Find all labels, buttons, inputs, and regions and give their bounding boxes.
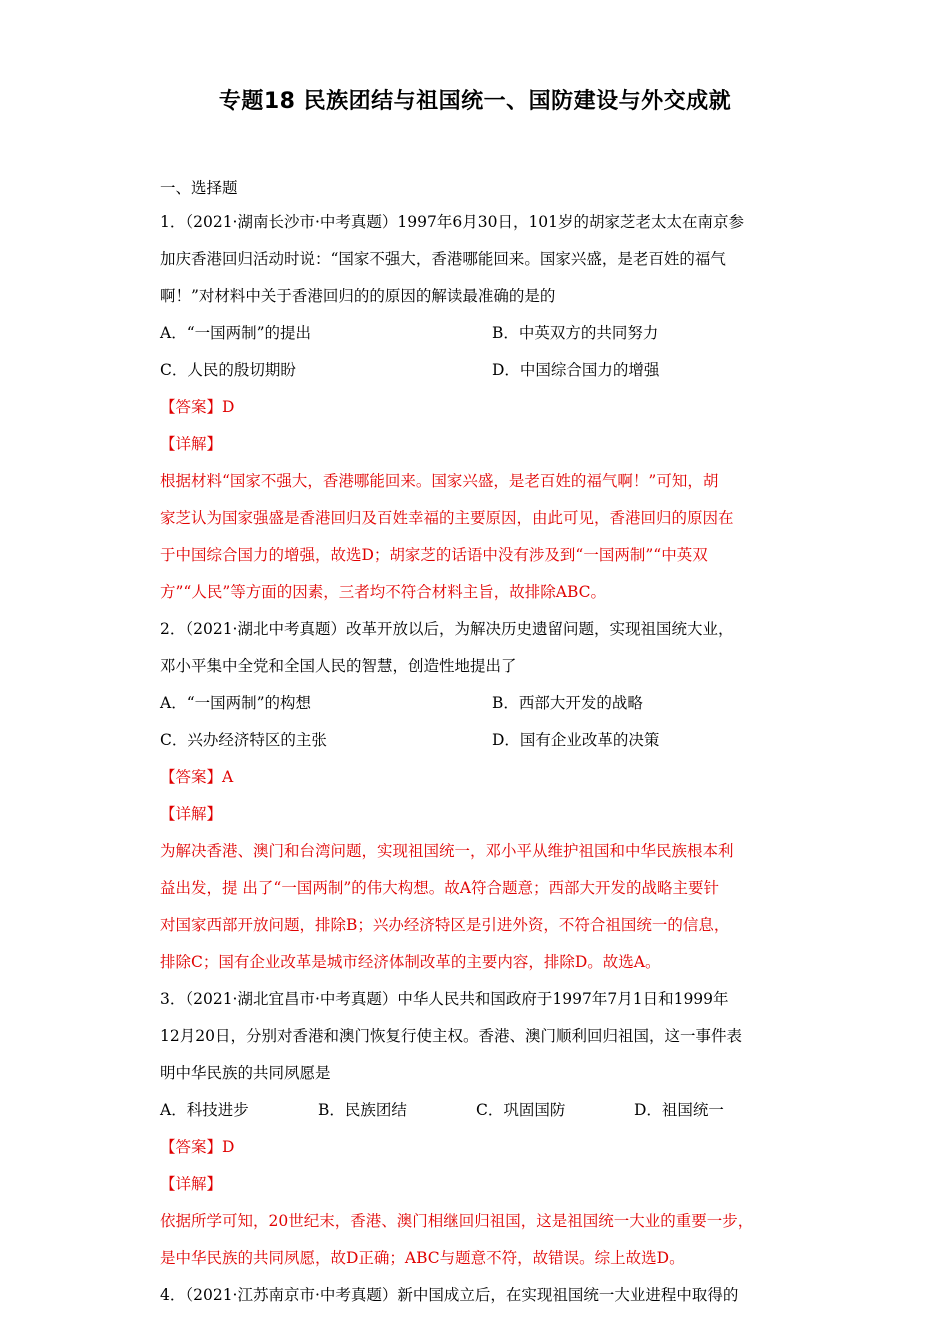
options-row (160, 352, 792, 389)
question-3 (160, 981, 792, 1277)
explanation-line: 方”“人民”等方面的因素，三者均不符合材料主旨，故排除ABC。 (160, 583, 607, 601)
explanation-line: 家芝认为国家强盛是香港回归及百姓幸福的主要原因，由此可见，香港回归的原因在 (160, 509, 734, 527)
options-row (160, 685, 792, 722)
answer-label: 【答案】D (160, 1138, 235, 1156)
explanation-line: 益出发，提 出了“一国两制”的伟大构想。故A符合题意；西部大开发的战略主要针 (160, 879, 719, 897)
option-b: B．民族团结 (318, 1101, 407, 1119)
option-c: C．人民的殷切期盼 (160, 361, 296, 379)
question-stem-line: 明中华民族的共同夙愿是 (160, 1064, 331, 1082)
option-b: B．中英双方的共同努力 (492, 324, 659, 342)
explanation-line: 于中国综合国力的增强，故选D；胡家芝的话语中没有涉及到“一国两制”“中英双 (160, 546, 708, 564)
explanation-line: 为解决香港、澳门和台湾问题，实现祖国统一，邓小平从维护祖国和中华民族根本利 (160, 842, 734, 860)
page-title: 专题18 民族团结与祖国统一、国防建设与外交成就 (218, 89, 732, 114)
question-stem-line: 啊！”对材料中关于香港回归的的原因的解读最准确的是的 (160, 287, 556, 305)
detail-label: 【详解】 (160, 435, 223, 453)
explanation-line: 依据所学可知，20世纪末，香港、澳门相继回归祖国，这是祖国统一大业的重要一步， (160, 1212, 754, 1230)
question-stem-line: 4．（2021·江苏南京市·中考真题）新中国成立后，在实现祖国统一大业进程中取得的 (160, 1286, 739, 1304)
question-2 (160, 611, 792, 981)
options-row (160, 315, 792, 352)
explanation-line: 根据材料“国家不强大，香港哪能回来。国家兴盛，是老百姓的福气啊！”可知，胡 (160, 472, 719, 490)
answer-label: 【答案】A (160, 768, 234, 786)
option-c: C．巩固国防 (476, 1101, 566, 1119)
question-4 (160, 1277, 792, 1314)
option-b: B．西部大开发的战略 (492, 694, 643, 712)
question-stem-line: 2．（2021·湖北中考真题）改革开放以后，为解决历史遗留问题，实现祖国统大业， (160, 620, 734, 638)
question-stem-line: 12月20日，分别对香港和澳门恢复行使主权。香港、澳门顺利回归祖国，这一事件表 (160, 1027, 742, 1045)
question-1 (160, 204, 792, 611)
option-a: A．“一国两制”的构想 (160, 694, 312, 712)
detail-label: 【详解】 (160, 805, 223, 823)
options-row (160, 1092, 792, 1129)
option-c: C．兴办经济特区的主张 (160, 731, 327, 749)
section-heading: 一、选择题 (160, 179, 238, 197)
explanation (160, 463, 792, 611)
explanation (160, 833, 792, 981)
explanation-line: 对国家西部开放问题，排除B；兴办经济特区是引进外资，不符合祖国统一的信息， (160, 916, 730, 934)
question-stem-line: 1．（2021·湖南长沙市·中考真题）1997年6月30日，101岁的胡家芝老太太在南京参 (160, 213, 745, 231)
question-stem-line: 邓小平集中全党和全国人民的智慧，创造性地提出了 (160, 657, 517, 675)
option-d: D．中国综合国力的增强 (492, 361, 660, 379)
explanation-line: 排除C；国有企业改革是城市经济体制改革的主要内容，排除D。故选A。 (160, 953, 661, 971)
explanation (160, 1203, 792, 1277)
detail-label: 【详解】 (160, 1175, 223, 1193)
options-row (160, 722, 792, 759)
option-d: D．祖国统一 (634, 1101, 724, 1119)
option-a: A．科技进步 (160, 1101, 249, 1119)
question-stem-line: 加庆香港回归活动时说：“国家不强大，香港哪能回来。国家兴盛，是老百姓的福气 (160, 250, 726, 268)
answer-label: 【答案】D (160, 398, 235, 416)
option-d: D．国有企业改革的决策 (492, 731, 660, 749)
option-a: A．“一国两制”的提出 (160, 324, 312, 342)
explanation-line: 是中华民族的共同夙愿，故D正确；ABC与题意不符，故错误。综上故选D。 (160, 1249, 685, 1267)
document-body (160, 176, 792, 1314)
question-stem-line: 3．（2021·湖北宜昌市·中考真题）中华人民共和国政府于1997年7月1日和1999年 (160, 990, 729, 1008)
